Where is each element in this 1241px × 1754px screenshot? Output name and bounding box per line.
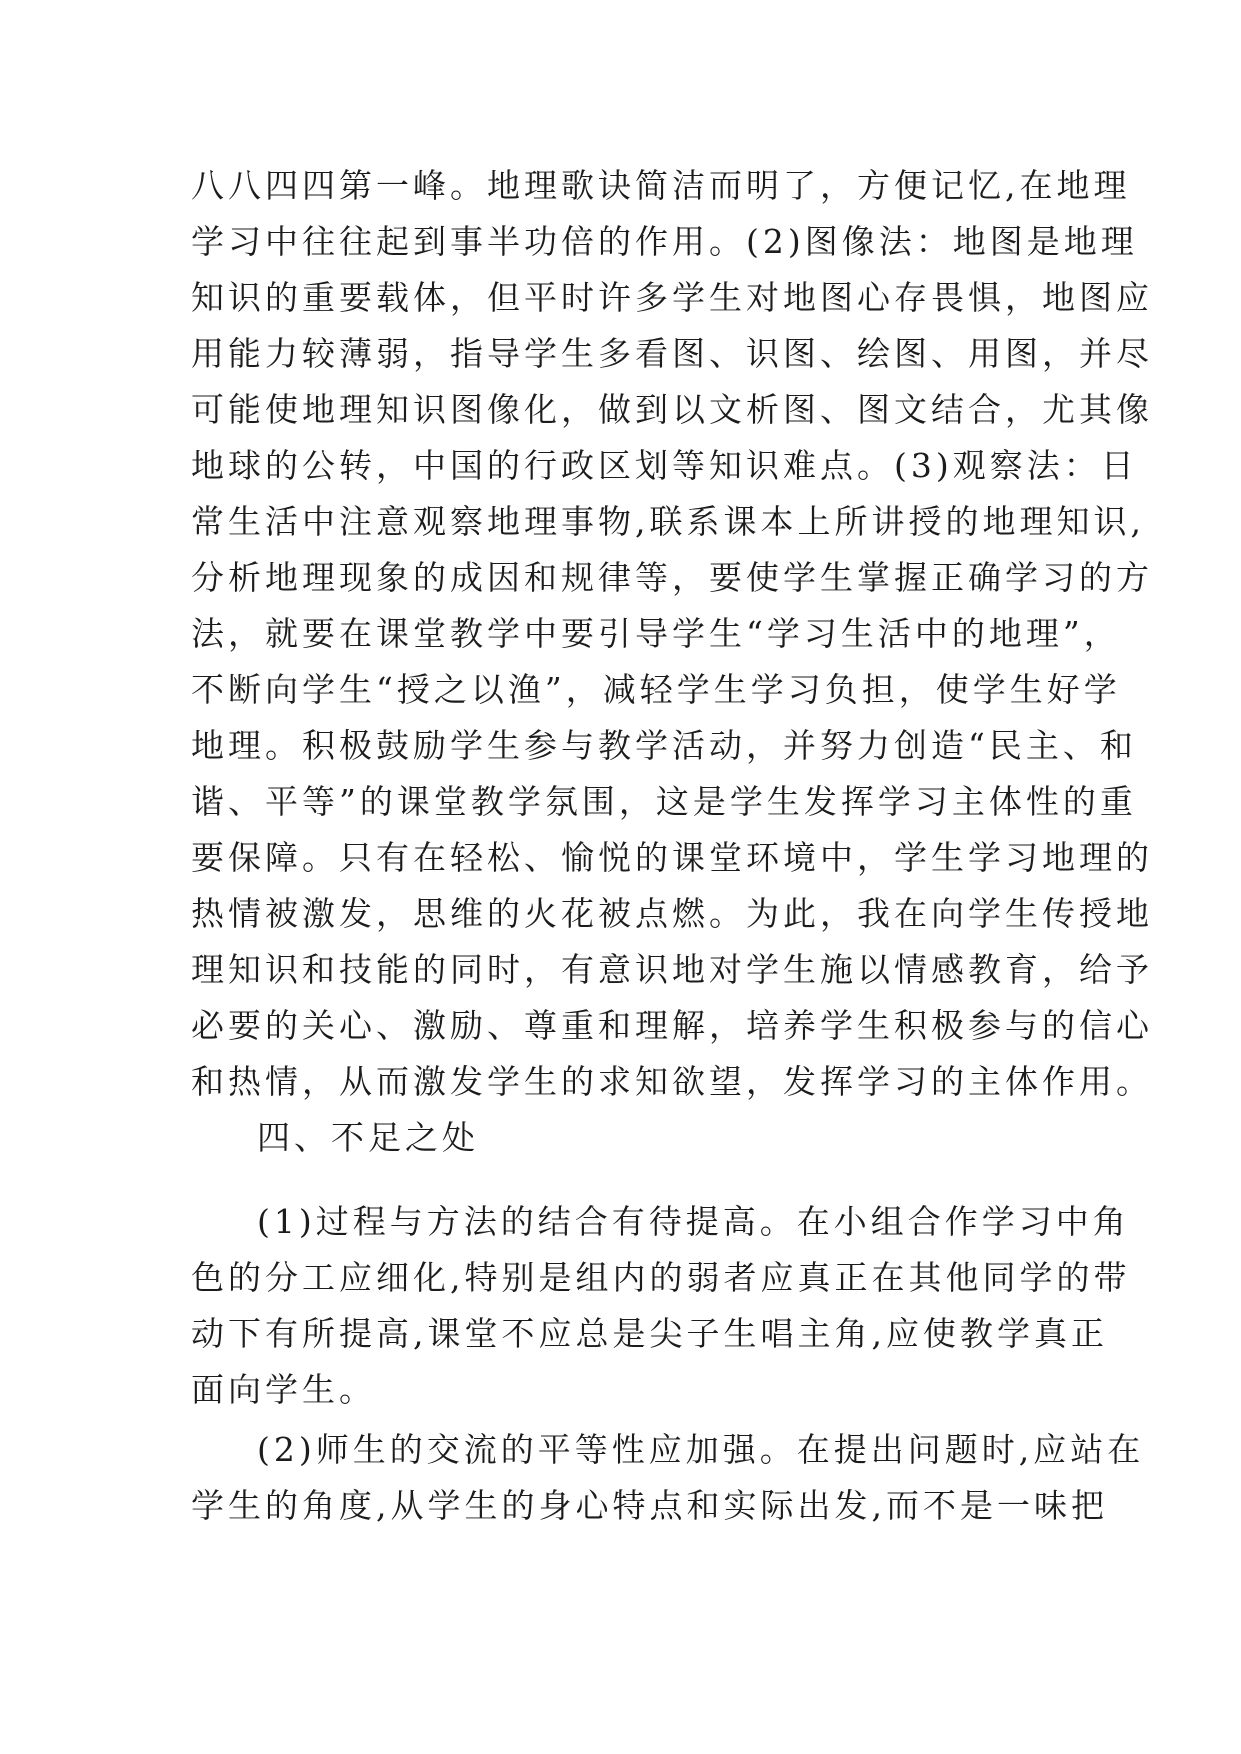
text-line: 分析地理现象的成因和规律等，要使学生掌握正确学习的方: [191, 558, 1153, 597]
text-line: (1)过程与方法的结合有待提高。在小组合作学习中角: [257, 1202, 1130, 1241]
text-line: 谐、平等”的课堂教学氛围，这是学生发挥学习主体性的重: [191, 782, 1137, 821]
text-line: 理知识和技能的同时，有意识地对学生施以情感教育，给予: [191, 950, 1153, 989]
text-line: 必要的关心、激励、尊重和理解，培养学生积极参与的信心: [191, 1006, 1153, 1045]
section-heading: 四、不足之处: [257, 1118, 479, 1157]
point-1-paragraph: [191, 1194, 1131, 1418]
text-line: (2)师生的交流的平等性应加强。在提出问题时,应站在: [257, 1430, 1145, 1469]
text-line: 法，就要在课堂教学中要引导学生“学习生活中的地理”，: [191, 614, 1121, 653]
text-line: 和热情，从而激发学生的求知欲望，发挥学习的主体作用。: [191, 1062, 1153, 1101]
text-line: 学习中往往起到事半功倍的作用。(2)图像法：地图是地理: [191, 222, 1138, 261]
text-line: 知识的重要载体，但平时许多学生对地图心存畏惧，地图应: [191, 278, 1153, 317]
body-paragraph-continued: [191, 158, 1153, 1166]
text-line: 用能力较薄弱，指导学生多看图、识图、绘图、用图，并尽: [191, 334, 1153, 373]
text-line: 要保障。只有在轻松、愉悦的课堂环境中，学生学习地理的: [191, 838, 1153, 877]
text-line: 面向学生。: [191, 1370, 376, 1409]
text-line: 动下有所提高,课堂不应总是尖子生唱主角,应使教学真正: [191, 1314, 1108, 1353]
text-line: 热情被激发，思维的火花被点燃。为此，我在向学生传授地: [191, 894, 1153, 933]
point-2-paragraph: [191, 1422, 1145, 1534]
text-line: 学生的角度,从学生的身心特点和实际出发,而不是一味把: [191, 1486, 1108, 1525]
text-line: 地球的公转，中国的行政区划等知识难点。(3)观察法：日: [191, 446, 1138, 485]
text-line: 色的分工应细化,特别是组内的弱者应真正在其他同学的带: [191, 1258, 1131, 1297]
text-line: 八八四四第一峰。地理歌诀简洁而明了，方便记忆,在地理: [191, 166, 1131, 205]
text-line: 常生活中注意观察地理事物,联系课本上所讲授的地理知识,: [191, 502, 1145, 541]
text-line: 可能使地理知识图像化，做到以文析图、图文结合，尤其像: [191, 390, 1153, 429]
text-line: 地理。积极鼓励学生参与教学活动，并努力创造“民主、和: [191, 726, 1137, 765]
text-line: 不断向学生“授之以渔”，减轻学生学习负担，使学生好学: [191, 670, 1121, 709]
